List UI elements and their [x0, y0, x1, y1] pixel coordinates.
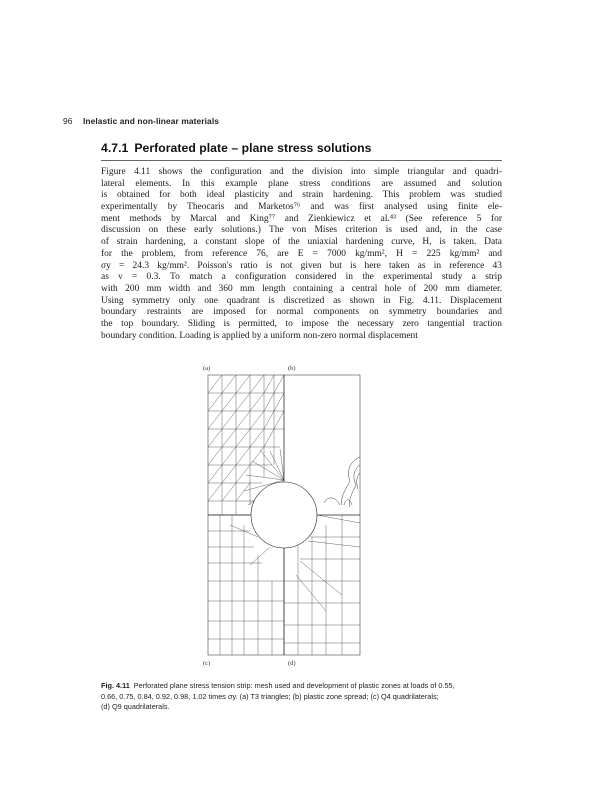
page-number: 96	[63, 116, 73, 126]
body-line: boundary restraints are imposed for normal components on symmetry boundaries and	[101, 307, 502, 318]
body-line: experimentally by Theocaris and Marketos⁷⁶ and was first analysed using finite ele-	[101, 202, 502, 213]
body-paragraph	[101, 167, 502, 342]
mesh-drawing	[200, 365, 403, 668]
body-line: is obtained for both ideal plasticity and strain hardening. This problem was studied	[101, 190, 502, 201]
body-line: with 200 mm width and 360 mm length containing a central hole of 200 mm diameter.	[101, 283, 502, 294]
section-number: 4.7.1	[101, 141, 129, 155]
body-line: boundary condition. Loading is applied by a uniform non-zero normal displacement	[101, 330, 418, 341]
running-head	[63, 116, 219, 126]
caption-text-1: Perforated plane stress tension strip: mesh used and development of plastic zones at loads of 0.55,	[133, 681, 455, 690]
caption-line-2: 0.66, 0.75, 0.84, 0.92, 0.98, 1.02 times σy. (a) T3 triangles; (b) plastic zone spread; (c) Q4 quadrilaterals;	[101, 691, 439, 701]
body-line: Using symmetry only one quadrant is discretized as shown in Fig. 4.11. Displacement	[101, 295, 502, 306]
caption-line-3: (d) Q9 quadrilaterals.	[101, 702, 170, 712]
figure-label-d: (d)	[288, 660, 296, 667]
running-title: Inelastic and non-linear materials	[82, 116, 219, 126]
body-line: of strain hardening, a constant slope of the uniaxial hardening curve, H, is taken. Data	[101, 237, 502, 248]
figure-caption	[101, 681, 502, 713]
plastic-zone-contours	[324, 457, 360, 507]
body-line: Figure 4.11 shows the configuration and the division into simple triangular and quadri-	[101, 167, 502, 177]
caption-line-1	[101, 681, 502, 692]
body-line: lateral elements. In this example plane stress conditions are assumed and solution	[101, 178, 502, 189]
body-line: for the problem, from reference 76, are E = 7000 kg/mm², H = 225 kg/mm² and	[101, 248, 502, 259]
heading-rule	[101, 160, 502, 161]
body-line: discussion on these early solutions.) The von Mises criterion is used and, in the case	[101, 225, 502, 236]
figure-label-a: (a)	[203, 365, 211, 372]
caption-label: Fig. 4.11	[101, 681, 130, 690]
body-line: as ν = 0.3. To match a configuration considered in the experimental study a strip	[101, 272, 502, 283]
body-line: ment methods by Marcal and King⁷⁷ and Zienkiewicz et al.⁴³ (See reference 5 for	[101, 213, 502, 224]
central-hole	[251, 482, 317, 548]
body-line: the top boundary. Sliding is permitted, to impose the necessary zero tangential traction	[101, 318, 502, 329]
figure-label-c: (c)	[203, 660, 211, 667]
figure-mesh	[200, 365, 403, 668]
body-line: σy = 24.3 kg/mm². Poisson's ratio is not given but is here taken as in reference 43	[101, 260, 502, 271]
section-heading	[101, 141, 371, 155]
section-title: Perforated plate – plane stress solutions	[134, 141, 372, 155]
figure-label-b: (b)	[288, 365, 296, 372]
